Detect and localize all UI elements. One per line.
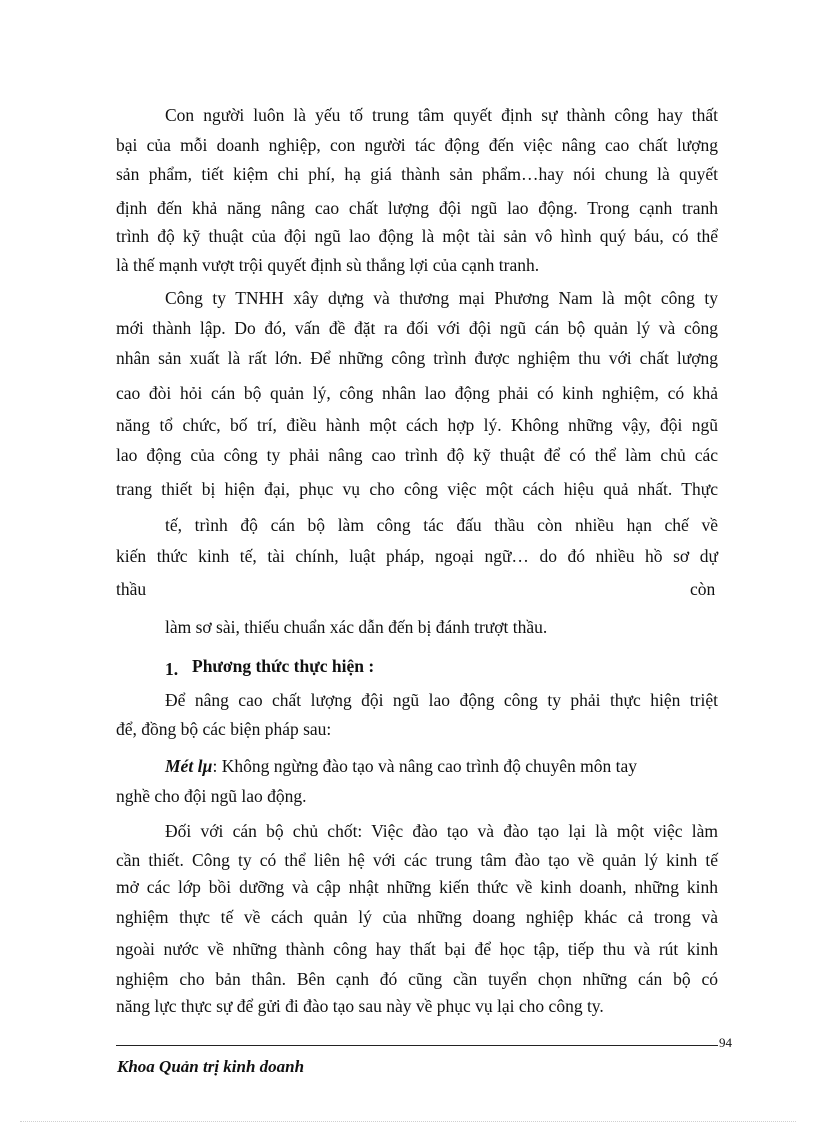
paragraph-6-line: mở các lớp bồi dưỡng và cập nhật những kiến thức về kinh doanh, những kinh xyxy=(116,877,718,897)
section-number: 1. xyxy=(165,659,179,679)
section-heading: Phương thức thực hiện : xyxy=(192,656,375,676)
lead-word: Mét lµ xyxy=(165,756,213,776)
paragraph-3-line: tế, trình độ cán bộ làm công tác đấu thầu còn nhiều hạn chế về xyxy=(165,515,718,535)
page-edge-divider xyxy=(20,1121,796,1122)
paragraph-6-line: ngoài nước về những thành công hay thất bại để học tập, tiếp thu và rút kinh xyxy=(116,939,718,959)
paragraph-1-line: Con người luôn là yếu tố trung tâm quyết định sự thành công hay thất xyxy=(165,105,718,125)
paragraph-5-line: nghề cho đội ngũ lao động. xyxy=(116,786,307,806)
paragraph-2-line: Công ty TNHH xây dựng và thương mại Phương Nam là một công ty xyxy=(165,288,718,308)
page-number: 94 xyxy=(719,1035,732,1050)
paragraph-2-line: lao động của công ty phải nâng cao trình độ kỹ thuật để có thể làm chủ các xyxy=(116,445,718,465)
footer-department: Khoa Quản trị kinh doanh xyxy=(117,1057,305,1076)
paragraph-6-line: nghiệm cho bản thân. Bên cạnh đó cũng cần tuyển chọn những cán bộ có xyxy=(116,969,718,989)
paragraph-2-line: mới thành lập. Do đó, vấn đề đặt ra đối với đội ngũ cán bộ quản lý và công xyxy=(116,318,718,338)
paragraph-6-line: Đối với cán bộ chủ chốt: Việc đào tạo và đào tạo lại là một việc làm xyxy=(165,821,718,841)
footer-rule xyxy=(116,1045,718,1046)
paragraph-4-line: để, đồng bộ các biện pháp sau: xyxy=(116,719,332,739)
paragraph-1-line: là thế mạnh vượt trội quyết định sù thắng lợi của cạnh tranh. xyxy=(116,255,540,275)
paragraph-3-line: kiến thức kinh tế, tài chính, luật pháp, ngoại ngữ… do đó nhiều hồ sơ dự xyxy=(116,546,718,566)
paragraph-5-text: : Không ngừng đào tạo và nâng cao trình độ chuyên môn tay xyxy=(212,756,638,776)
paragraph-6-line: cần thiết. Công ty có thể liên hệ với các trung tâm đào tạo về quản lý kinh tế xyxy=(116,850,718,870)
paragraph-1-line: trình độ kỹ thuật của đội ngũ lao động là một tài sản vô hình quý báu, có thể xyxy=(116,226,718,246)
paragraph-1-line: định đến khả năng nâng cao chất lượng đội ngũ lao động. Trong cạnh tranh xyxy=(116,198,718,218)
paragraph-4-line: Để nâng cao chất lượng đội ngũ lao động công ty phải thực hiện triệt xyxy=(165,690,718,710)
paragraph-6-line: nghiệm thực tế về cách quản lý của những doang nghiệp khác cả trong và xyxy=(116,907,718,927)
paragraph-5-line xyxy=(165,755,718,777)
paragraph-3-word: còn xyxy=(690,579,716,599)
paragraph-2-line: nhân sản xuất là rất lớn. Để những công trình được nghiệm thu với chất lượng xyxy=(116,348,718,368)
paragraph-3-line: làm sơ sài, thiếu chuẩn xác dẫn đến bị đánh trượt thầu. xyxy=(165,617,548,637)
paragraph-6-line: năng lực thực sự để gửi đi đào tạo sau này về phục vụ lại cho công ty. xyxy=(116,996,604,1016)
paragraph-1-line: bại của mỗi doanh nghiệp, con người tác động đến việc nâng cao chất lượng xyxy=(116,135,718,155)
paragraph-1-line: sản phẩm, tiết kiệm chi phí, hạ giá thành sản phẩm…hay nói chung là quyết xyxy=(116,164,718,184)
paragraph-3-word: thầu xyxy=(116,579,147,599)
paragraph-2-line: trang thiết bị hiện đại, phục vụ cho công việc một cách hiệu quả nhất. Thực xyxy=(116,479,718,499)
paragraph-2-line: cao đòi hỏi cán bộ quản lý, công nhân lao động phải có kinh nghiệm, có khả xyxy=(116,383,718,403)
paragraph-2-line: năng tổ chức, bố trí, điều hành một cách hợp lý. Không những vậy, đội ngũ xyxy=(116,415,718,435)
